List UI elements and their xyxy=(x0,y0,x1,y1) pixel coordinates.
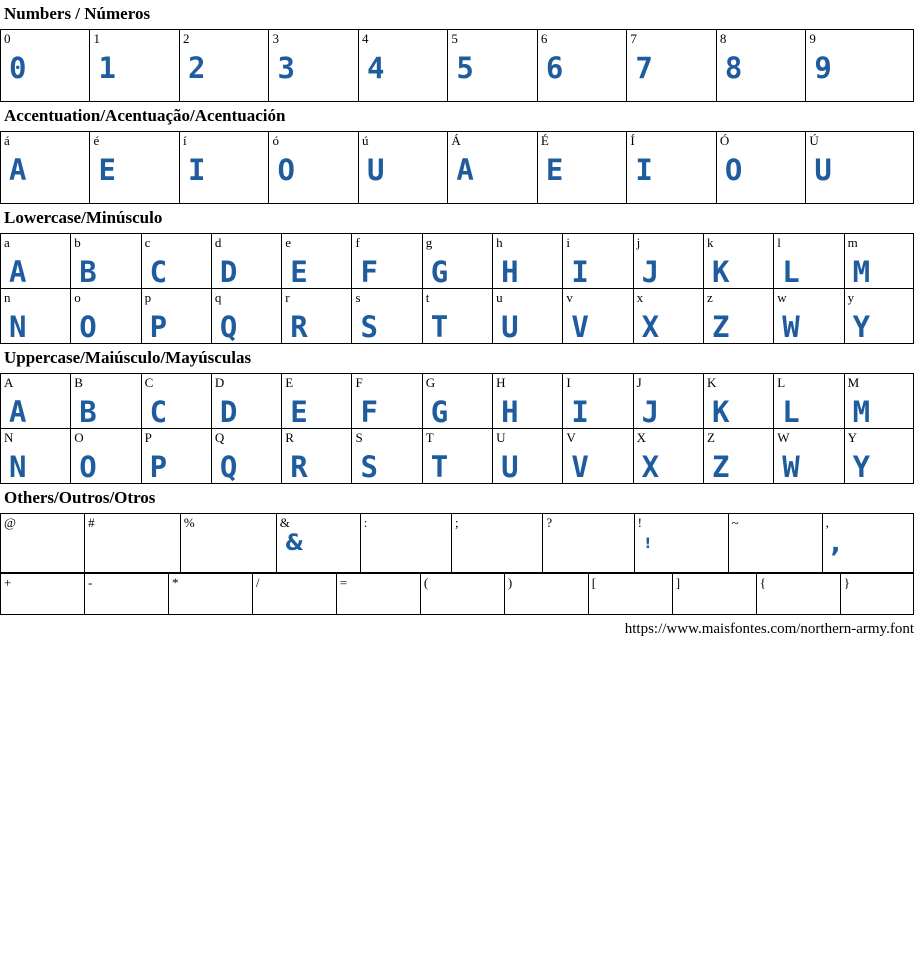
cell-label: + xyxy=(4,575,12,590)
glyph-cell xyxy=(504,574,588,615)
cell-label: 6 xyxy=(540,31,548,46)
cell-glyph: F xyxy=(360,255,377,289)
cell-label: e xyxy=(285,235,291,250)
cell-glyph: V xyxy=(571,450,588,484)
glyph-cell xyxy=(840,574,913,615)
glyph-cell xyxy=(360,514,451,573)
cell-glyph: T xyxy=(430,310,448,344)
cell-glyph: P xyxy=(149,450,167,484)
glyph-cell xyxy=(358,30,447,102)
others-operators-table xyxy=(0,573,914,615)
cell-label: , xyxy=(825,515,829,530)
cell-glyph: M xyxy=(852,255,870,289)
cell-glyph: E xyxy=(545,153,563,187)
cell-label: 5 xyxy=(451,31,458,46)
cell-glyph: Y xyxy=(852,450,870,484)
others-table xyxy=(0,513,914,573)
cell-label: d xyxy=(214,235,222,250)
cell-label: é xyxy=(93,133,100,148)
glyph-cell xyxy=(728,514,822,573)
accentuation-table xyxy=(0,131,914,204)
cell-label: ) xyxy=(507,575,513,590)
glyph-cell xyxy=(563,234,633,289)
glyph-cell xyxy=(774,374,844,429)
glyph-cell xyxy=(1,234,71,289)
cell-label: @ xyxy=(4,515,16,530)
cell-label: 9 xyxy=(809,31,816,46)
cell-label: Z xyxy=(706,430,715,445)
glyph-cell xyxy=(168,574,252,615)
glyph-cell xyxy=(141,234,211,289)
cell-label: l xyxy=(777,235,781,250)
cell-glyph xyxy=(505,590,588,592)
glyph-cell xyxy=(633,374,703,429)
cell-label: Ú xyxy=(809,133,819,148)
cell-label: ~ xyxy=(731,515,739,530)
glyph-cell xyxy=(844,374,913,429)
cell-label: m xyxy=(847,235,858,250)
cell-glyph: O xyxy=(79,450,96,484)
glyph-cell xyxy=(1,30,90,102)
cell-label: g xyxy=(425,235,433,250)
glyph-cell xyxy=(448,30,537,102)
cell-label: M xyxy=(847,375,860,390)
cell-label: K xyxy=(706,375,717,390)
cell-label: b xyxy=(74,235,81,250)
cell-label: n xyxy=(4,290,11,305)
cell-label: á xyxy=(4,133,10,148)
glyph-cell xyxy=(141,374,211,429)
glyph-cell xyxy=(211,374,281,429)
cell-glyph: H xyxy=(501,255,518,289)
cell-glyph: 2 xyxy=(187,51,205,85)
cell-label: 8 xyxy=(719,31,727,46)
cell-glyph: X xyxy=(641,450,659,484)
lowercase-table xyxy=(0,233,914,344)
cell-glyph xyxy=(421,590,504,592)
cell-label: Á xyxy=(451,133,461,148)
cell-glyph: Q xyxy=(219,450,237,484)
cell-glyph xyxy=(841,590,913,592)
cell-label: ( xyxy=(423,575,429,590)
cell-glyph: A xyxy=(9,255,26,289)
glyph-cell xyxy=(179,132,268,204)
glyph-cell xyxy=(252,574,336,615)
cell-label: 1 xyxy=(93,31,100,46)
glyph-cell xyxy=(420,574,504,615)
glyph-cell xyxy=(493,374,563,429)
glyph-cell xyxy=(179,30,268,102)
cell-label: k xyxy=(706,235,714,250)
cell-glyph: R xyxy=(290,310,307,344)
cell-glyph: G xyxy=(430,255,448,289)
cell-glyph: W xyxy=(782,450,799,484)
glyph-cell xyxy=(352,234,422,289)
cell-glyph: T xyxy=(430,450,448,484)
cell-label: U xyxy=(496,430,506,445)
cell-glyph: 7 xyxy=(635,51,652,85)
cell-glyph: J xyxy=(641,255,659,289)
table-row xyxy=(1,514,914,573)
cell-label: 2 xyxy=(182,31,190,46)
section-title-accentuation: Accentuation/Acentuação/Acentuación xyxy=(4,106,286,125)
cell-label: * xyxy=(171,575,179,590)
cell-glyph: Z xyxy=(711,310,729,344)
glyph-cell xyxy=(756,574,840,615)
cell-glyph: U xyxy=(814,153,831,187)
cell-label: B xyxy=(74,375,83,390)
glyph-cell xyxy=(493,429,563,484)
cell-glyph: G xyxy=(430,395,448,429)
glyph-cell xyxy=(358,132,447,204)
cell-glyph: W xyxy=(782,310,799,344)
cell-glyph: R xyxy=(290,450,307,484)
cell-glyph: U xyxy=(366,153,384,187)
cell-label: s xyxy=(355,290,361,305)
cell-glyph xyxy=(253,590,336,592)
glyph-cell xyxy=(806,132,914,204)
cell-glyph: Z xyxy=(711,450,729,484)
cell-label: r xyxy=(285,290,290,305)
cell-label: Í xyxy=(630,133,635,148)
cell-glyph: B xyxy=(79,255,96,289)
cell-glyph: 6 xyxy=(545,51,563,85)
cell-glyph: P xyxy=(149,310,167,344)
glyph-cell xyxy=(633,429,703,484)
cell-glyph xyxy=(1,530,84,532)
cell-label: Y xyxy=(847,430,857,445)
cell-label: z xyxy=(706,290,713,305)
glyph-cell xyxy=(448,132,537,204)
table-row xyxy=(1,374,914,429)
cell-label: A xyxy=(4,375,14,390)
cell-label: ? xyxy=(546,515,553,530)
cell-glyph: O xyxy=(79,310,96,344)
cell-glyph: A xyxy=(9,395,26,429)
cell-glyph: 8 xyxy=(724,51,742,85)
cell-label: 7 xyxy=(630,31,637,46)
cell-glyph: K xyxy=(711,255,729,289)
glyph-cell xyxy=(276,514,360,573)
cell-label: p xyxy=(144,290,152,305)
cell-glyph xyxy=(673,590,756,592)
glyph-cell xyxy=(422,234,492,289)
cell-label: O xyxy=(74,430,84,445)
cell-label: Ó xyxy=(719,133,730,148)
glyph-cell xyxy=(282,429,352,484)
cell-label: N xyxy=(4,430,14,445)
glyph-cell xyxy=(282,289,352,344)
cell-label: É xyxy=(540,133,549,148)
cell-glyph: K xyxy=(711,395,729,429)
glyph-cell xyxy=(282,234,352,289)
cell-label: I xyxy=(566,375,571,390)
cell-glyph xyxy=(85,530,180,532)
glyph-cell xyxy=(90,132,179,204)
cell-label: 0 xyxy=(4,31,11,46)
glyph-cell xyxy=(211,429,281,484)
cell-label: J xyxy=(636,375,642,390)
glyph-cell xyxy=(822,514,913,573)
cell-label: ] xyxy=(675,575,681,590)
glyph-cell xyxy=(1,429,71,484)
cell-label: # xyxy=(88,515,95,530)
cell-label: L xyxy=(777,375,786,390)
cell-label: 3 xyxy=(272,31,279,46)
glyph-cell xyxy=(774,289,844,344)
glyph-cell xyxy=(71,374,141,429)
cell-label: ú xyxy=(361,133,369,148)
glyph-cell xyxy=(703,374,773,429)
cell-glyph: X xyxy=(641,310,659,344)
cell-glyph: Y xyxy=(852,310,870,344)
cell-glyph: V xyxy=(571,310,588,344)
glyph-cell xyxy=(774,429,844,484)
cell-glyph: L xyxy=(782,255,799,289)
cell-glyph xyxy=(589,590,672,592)
cell-glyph xyxy=(181,530,276,532)
glyph-cell xyxy=(703,234,773,289)
cell-glyph: ! xyxy=(644,536,652,552)
cell-glyph: L xyxy=(782,395,799,429)
glyph-cell xyxy=(422,289,492,344)
cell-glyph: Q xyxy=(219,310,237,344)
glyph-cell xyxy=(633,289,703,344)
cell-glyph: 3 xyxy=(277,51,294,85)
cell-label: E xyxy=(285,375,294,390)
glyph-cell xyxy=(1,132,90,204)
cell-label: v xyxy=(566,290,573,305)
cell-label: W xyxy=(777,430,790,445)
table-row xyxy=(1,289,914,344)
cell-label: a xyxy=(4,235,10,250)
cell-glyph: 0 xyxy=(9,51,26,85)
glyph-cell xyxy=(633,234,703,289)
glyph-cell xyxy=(703,289,773,344)
glyph-cell xyxy=(141,429,211,484)
cell-glyph: F xyxy=(360,395,377,429)
cell-label: o xyxy=(74,290,81,305)
glyph-cell xyxy=(452,514,543,573)
cell-glyph xyxy=(452,530,542,532)
glyph-cell xyxy=(71,429,141,484)
cell-glyph: E xyxy=(290,255,307,289)
cell-label: j xyxy=(636,235,641,250)
cell-glyph xyxy=(729,530,822,532)
cell-glyph: N xyxy=(9,310,26,344)
cell-label: h xyxy=(496,235,503,250)
cell-label: } xyxy=(843,575,850,590)
cell-label: - xyxy=(87,575,93,590)
cell-glyph: U xyxy=(501,310,518,344)
glyph-cell xyxy=(1,374,71,429)
cell-glyph: I xyxy=(571,395,588,429)
cell-glyph: O xyxy=(724,153,742,187)
cell-label: G xyxy=(425,375,436,390)
cell-label: [ xyxy=(591,575,597,590)
cell-label: q xyxy=(214,290,222,305)
cell-glyph: I xyxy=(187,153,205,187)
glyph-cell xyxy=(806,30,914,102)
cell-glyph xyxy=(361,530,451,532)
glyph-cell xyxy=(85,514,181,573)
cell-glyph: J xyxy=(641,395,659,429)
cell-glyph: M xyxy=(852,395,870,429)
table-row xyxy=(1,30,914,102)
cell-label: t xyxy=(425,290,430,305)
cell-label: = xyxy=(339,575,348,590)
glyph-cell xyxy=(844,289,913,344)
glyph-cell xyxy=(269,132,358,204)
table-row xyxy=(1,574,914,615)
cell-glyph xyxy=(1,590,84,592)
table-row xyxy=(1,234,914,289)
cell-glyph: U xyxy=(501,450,518,484)
cell-label: { xyxy=(759,575,766,590)
cell-label: f xyxy=(355,235,360,250)
cell-label: & xyxy=(279,515,290,530)
glyph-cell xyxy=(716,30,805,102)
cell-glyph: D xyxy=(219,255,237,289)
glyph-cell xyxy=(672,574,756,615)
section-title-others: Others/Outros/Otros xyxy=(4,488,156,507)
cell-glyph: A xyxy=(9,153,26,187)
glyph-cell xyxy=(211,289,281,344)
glyph-cell xyxy=(563,289,633,344)
cell-label: x xyxy=(636,290,644,305)
cell-glyph xyxy=(757,590,840,592)
glyph-cell xyxy=(211,234,281,289)
cell-glyph: 1 xyxy=(98,51,115,85)
cell-label: w xyxy=(777,290,787,305)
glyph-cell xyxy=(422,429,492,484)
glyph-cell xyxy=(563,429,633,484)
cell-glyph: 9 xyxy=(814,51,831,85)
uppercase-table xyxy=(0,373,914,484)
cell-glyph: B xyxy=(79,395,96,429)
glyph-cell xyxy=(422,374,492,429)
glyph-cell xyxy=(627,30,716,102)
cell-glyph: E xyxy=(290,395,307,429)
cell-glyph: H xyxy=(501,395,518,429)
glyph-cell xyxy=(1,289,71,344)
cell-label: Q xyxy=(214,430,225,445)
cell-label: T xyxy=(425,430,434,445)
cell-label: P xyxy=(144,430,152,445)
cell-label: % xyxy=(183,515,195,530)
cell-label: F xyxy=(355,375,363,390)
glyph-cell xyxy=(588,574,672,615)
cell-glyph xyxy=(543,530,633,532)
cell-glyph: A xyxy=(456,153,473,187)
cell-glyph: N xyxy=(9,450,26,484)
cell-glyph: O xyxy=(277,153,294,187)
cell-glyph: E xyxy=(98,153,115,187)
cell-label: V xyxy=(566,430,576,445)
cell-label: í xyxy=(182,133,187,148)
cell-label: ó xyxy=(272,133,279,148)
glyph-cell xyxy=(282,374,352,429)
glyph-cell xyxy=(90,30,179,102)
glyph-cell xyxy=(352,289,422,344)
glyph-cell xyxy=(493,289,563,344)
cell-label: u xyxy=(496,290,503,305)
glyph-cell xyxy=(703,429,773,484)
cell-glyph: D xyxy=(219,395,237,429)
cell-label: S xyxy=(355,430,363,445)
cell-glyph: & xyxy=(284,531,304,556)
table-row xyxy=(1,429,914,484)
glyph-cell xyxy=(71,234,141,289)
cell-label: : xyxy=(363,515,368,530)
table-row xyxy=(1,132,914,204)
glyph-cell xyxy=(352,374,422,429)
section-title-numbers: Numbers / Números xyxy=(4,4,151,23)
cell-glyph: I xyxy=(635,153,652,187)
section-title-lowercase: Lowercase/Minúsculo xyxy=(4,208,163,227)
cell-glyph: 4 xyxy=(366,51,384,85)
glyph-cell xyxy=(141,289,211,344)
glyph-cell xyxy=(336,574,420,615)
glyph-cell xyxy=(537,30,626,102)
glyph-cell xyxy=(1,574,85,615)
section-title-uppercase: Uppercase/Maiúsculo/Mayúsculas xyxy=(4,348,252,367)
glyph-cell xyxy=(774,234,844,289)
glyph-cell xyxy=(627,132,716,204)
glyph-cell xyxy=(1,514,85,573)
cell-label: y xyxy=(847,290,855,305)
glyph-cell xyxy=(493,234,563,289)
cell-glyph: C xyxy=(149,255,167,289)
cell-label: X xyxy=(636,430,647,445)
glyph-cell xyxy=(180,514,276,573)
cell-glyph xyxy=(85,590,168,592)
glyph-cell xyxy=(71,289,141,344)
cell-label: ! xyxy=(637,515,642,530)
cell-glyph: I xyxy=(571,255,588,289)
glyph-cell xyxy=(352,429,422,484)
cell-glyph xyxy=(169,590,252,592)
cell-label: C xyxy=(144,375,154,390)
cell-glyph: C xyxy=(149,395,167,429)
cell-label: / xyxy=(255,575,260,590)
cell-label: i xyxy=(566,235,570,250)
numbers-table xyxy=(0,29,914,102)
glyph-cell xyxy=(716,132,805,204)
glyph-cell xyxy=(543,514,634,573)
cell-label: c xyxy=(144,235,151,250)
glyph-cell xyxy=(844,429,913,484)
cell-label: R xyxy=(285,430,294,445)
cell-label: H xyxy=(496,375,506,390)
cell-glyph: 5 xyxy=(456,51,473,85)
glyph-cell xyxy=(563,374,633,429)
cell-glyph xyxy=(337,590,420,592)
cell-label: 4 xyxy=(361,31,369,46)
cell-glyph: S xyxy=(360,450,377,484)
glyph-cell xyxy=(269,30,358,102)
glyph-cell xyxy=(844,234,913,289)
glyph-cell xyxy=(537,132,626,204)
cell-glyph: , xyxy=(830,529,841,559)
glyph-cell xyxy=(84,574,168,615)
cell-label: ; xyxy=(455,515,459,530)
cell-label: D xyxy=(214,375,225,390)
source-url[interactable]: https://www.maisfontes.com/northern-army.font xyxy=(624,621,914,637)
cell-glyph: S xyxy=(360,310,377,344)
glyph-cell xyxy=(634,514,728,573)
